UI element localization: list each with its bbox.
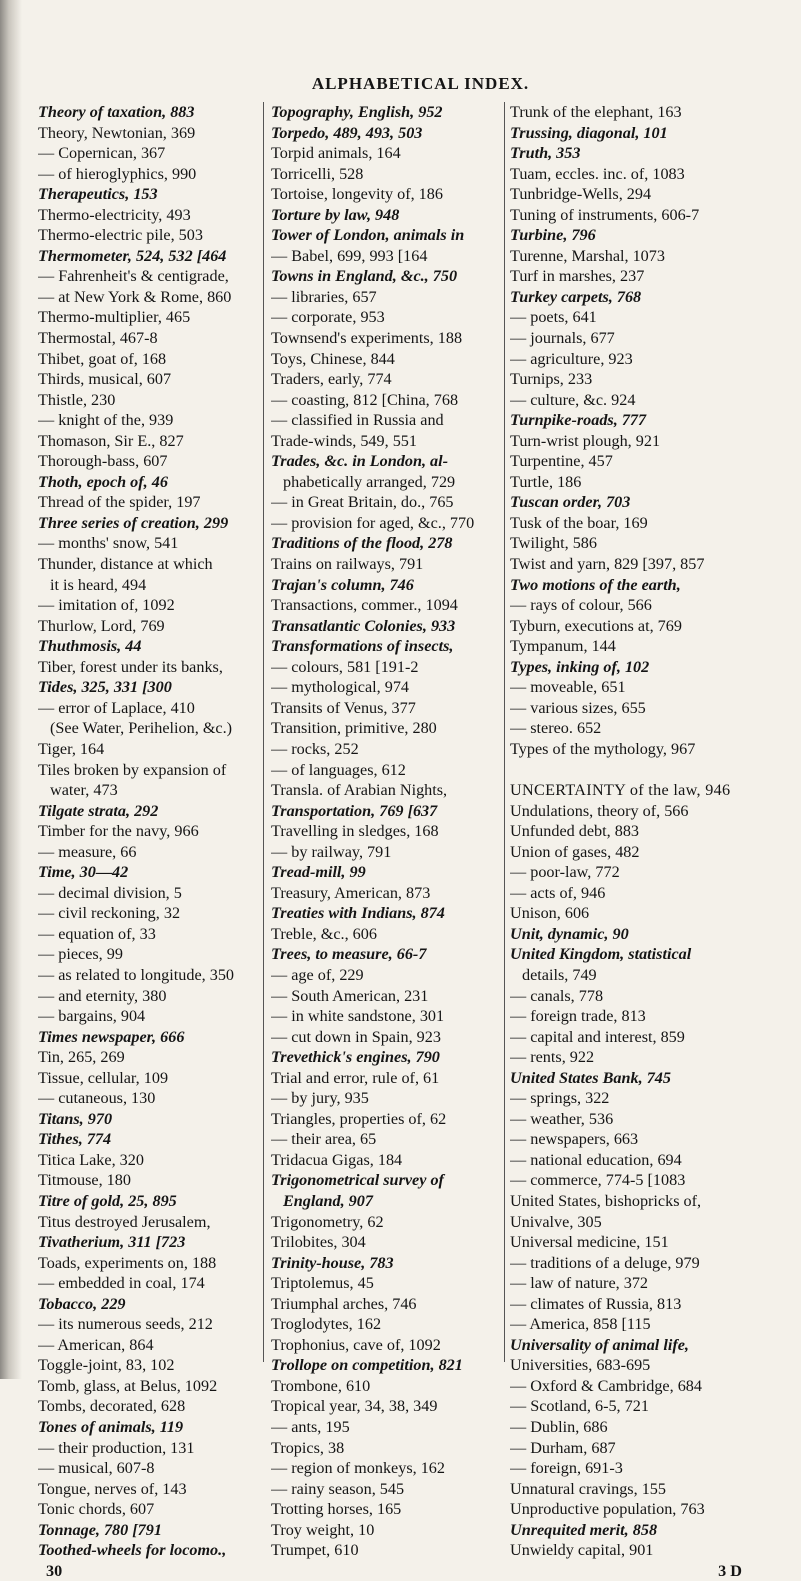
index-entry: Thirds, musical, 607: [38, 370, 172, 389]
index-entry: — Fahrenheit's & centigrade,: [38, 267, 229, 286]
index-entry: — pieces, 99: [38, 945, 123, 964]
index-entry: Universities, 683-695: [510, 1356, 651, 1375]
index-entry: Thermo-electricity, 493: [38, 205, 191, 224]
index-entry: United Kingdom, statistical: [510, 945, 692, 964]
index-entry: Titus destroyed Jerusalem,: [38, 1212, 211, 1231]
index-entry: Thorough-bass, 607: [38, 452, 168, 471]
index-entry: — musical, 607-8: [38, 1459, 155, 1478]
index-entry: Tusk of the boar, 169: [510, 513, 648, 532]
index-entry: — weather, 536: [510, 1109, 614, 1128]
index-entry: Torpid animals, 164: [271, 144, 401, 163]
index-entry: Titmouse, 180: [38, 1171, 131, 1190]
index-entry: Torture by law, 948: [271, 205, 400, 224]
index-entry: Turnpike-roads, 777: [510, 411, 647, 430]
index-entry: Unproductive population, 763: [510, 1500, 705, 1519]
index-entry: — capital and interest, 859: [510, 1027, 685, 1046]
index-entry: — by railway, 791: [271, 842, 392, 861]
index-entry: Tiger, 164: [38, 739, 105, 758]
index-entry: Trilobites, 304: [271, 1233, 366, 1252]
index-entry: Unit, dynamic, 90: [510, 924, 629, 943]
index-entry: Tuning of instruments, 606-7: [510, 205, 700, 224]
index-entry: Tympanum, 144: [510, 637, 616, 656]
index-entry: — springs, 322: [510, 1089, 610, 1108]
index-entry: — rays of colour, 566: [510, 596, 652, 615]
index-entry: Tower of London, animals in: [271, 226, 465, 245]
index-entry: Time, 30—42: [38, 863, 129, 882]
index-entry: — Oxford & Cambridge, 684: [510, 1376, 702, 1395]
index-entry: — America, 858 [115: [510, 1315, 651, 1334]
index-entry: — in Great Britain, do., 765: [271, 493, 454, 512]
index-entry: Tilgate strata, 292: [38, 801, 159, 820]
index-entry: Toggle-joint, 83, 102: [38, 1356, 175, 1375]
index-entry: Treaties with Indians, 874: [271, 904, 445, 923]
index-entry: — region of monkeys, 162: [271, 1459, 445, 1478]
index-entry: Trajan's column, 746: [271, 575, 414, 594]
index-entry: Two motions of the earth,: [510, 575, 681, 594]
column-rule: [504, 102, 505, 1362]
index-entry: Topography, English, 952: [271, 103, 443, 121]
index-entry: Tortoise, longevity of, 186: [271, 185, 443, 204]
index-entry: — imitation of, 1092: [38, 596, 175, 615]
index-entry: — bargains, 904: [38, 1007, 146, 1026]
index-entry: — corporate, 953: [271, 308, 385, 327]
index-entry: — embedded in coal, 174: [38, 1274, 205, 1293]
index-entry: Thibet, goat of, 168: [38, 349, 167, 368]
index-entry: Union of gases, 482: [510, 842, 640, 861]
index-entry: — Scotland, 6-5, 721: [510, 1397, 649, 1416]
index-entry: Unnatural cravings, 155: [510, 1479, 666, 1498]
index-entry: Tides, 325, 331 [300: [38, 678, 172, 697]
index-entry: Toothed-wheels for locomo.,: [38, 1541, 227, 1560]
index-entry: Trades, &c. in London, al-: [271, 452, 449, 471]
index-entry: Tobacco, 229: [38, 1294, 126, 1313]
index-entry: Timber for the navy, 966: [38, 822, 199, 841]
index-entry: Turf in marshes, 237: [510, 267, 645, 286]
index-entry: Torricelli, 528: [271, 164, 364, 183]
index-entry: United States, bishopricks of,: [510, 1191, 702, 1210]
index-entry: — climates of Russia, 813: [510, 1294, 682, 1313]
index-entry: Types of the mythology, 967: [510, 739, 696, 758]
index-entry: — cutaneous, 130: [38, 1089, 156, 1108]
index-entry: Travelling in sledges, 168: [271, 822, 439, 841]
index-entry: Tropical year, 34, 38, 349: [271, 1397, 438, 1416]
index-entry: — libraries, 657: [271, 287, 377, 306]
index-entry: — of languages, 612: [271, 760, 406, 779]
index-entry: Twist and yarn, 829 [397, 857: [510, 555, 705, 574]
index-entry: Three series of creation, 299: [38, 513, 229, 532]
index-entry: Transits of Venus, 377: [271, 698, 416, 717]
index-entry: — knight of the, 939: [38, 411, 174, 430]
index-entry: Tuam, eccles. inc. of, 1083: [510, 164, 685, 183]
index-entry: Turbine, 796: [510, 226, 596, 245]
index-entry: — foreign, 691-3: [510, 1459, 623, 1478]
index-entry: Titica Lake, 320: [38, 1150, 144, 1169]
index-entry: — their area, 65: [271, 1130, 377, 1149]
index-entry: — as related to longitude, 350: [38, 965, 235, 984]
index-entry: Twilight, 586: [510, 534, 597, 553]
index-entry: United States Bank, 745: [510, 1068, 671, 1087]
index-entry: — age of, 229: [271, 965, 364, 984]
index-entry: UNCERTAINTY of the law, 946: [510, 781, 731, 800]
index-column-2: [271, 102, 503, 1561]
index-entry: — Copernican, 367: [38, 144, 166, 163]
index-entry: — American, 864: [38, 1335, 154, 1354]
index-entry: Trade-winds, 549, 551: [271, 431, 417, 450]
index-entry: Tiles broken by expansion of: [38, 760, 227, 779]
index-entry: Thuthmosis, 44: [38, 637, 142, 656]
index-entry: — South American, 231: [271, 986, 429, 1005]
index-entry: [510, 760, 748, 781]
index-entry: Thread of the spider, 197: [38, 493, 201, 512]
index-entry: Trees, to measure, 66-7: [271, 945, 427, 964]
index-entry: Tongue, nerves of, 143: [38, 1479, 187, 1498]
index-entry: Tombs, decorated, 628: [38, 1397, 186, 1416]
index-entry: Transportation, 769 [637: [271, 801, 438, 820]
index-entry: — stereo. 652: [510, 719, 602, 738]
index-entry: — mythological, 974: [271, 678, 410, 697]
index-entry: Tivatherium, 311 [723: [38, 1233, 186, 1252]
index-entry: — various sizes, 655: [510, 698, 646, 717]
index-entry: Trussing, diagonal, 101: [510, 123, 668, 142]
index-entry: — colours, 581 [191-2: [271, 657, 419, 676]
index-entry: — journals, 677: [510, 329, 615, 348]
column-rule: [263, 102, 264, 1362]
index-entry: — canals, 778: [510, 986, 604, 1005]
index-entry: — acts of, 946: [510, 883, 606, 902]
index-entry: — moveable, 651: [510, 678, 626, 697]
index-entry: Turnips, 233: [510, 370, 593, 389]
index-entry: Thomason, Sir E., 827: [38, 431, 184, 450]
index-entry: phabetically arranged, 729: [283, 472, 456, 491]
index-entry: Trains on railways, 791: [271, 555, 424, 574]
index-entry: — by jury, 935: [271, 1089, 369, 1108]
index-entry: Trial and error, rule of, 61: [271, 1068, 440, 1087]
index-entry: (See Water, Perihelion, &c.): [50, 719, 233, 738]
index-entry: Treble, &c., 606: [271, 924, 377, 943]
index-entry: Thunder, distance at which: [38, 555, 213, 574]
index-entry: Titans, 970: [38, 1109, 113, 1128]
index-entry: Unwieldy capital, 901: [510, 1541, 654, 1560]
index-entry: Turpentine, 457: [510, 452, 613, 471]
index-entry: — rents, 922: [510, 1048, 595, 1067]
index-entry: — poets, 641: [510, 308, 597, 327]
index-entry: Unfunded debt, 883: [510, 822, 640, 841]
index-entry: Turenne, Marshal, 1073: [510, 246, 665, 265]
index-entry: Troy weight, 10: [271, 1520, 375, 1539]
index-entry: Torpedo, 489, 493, 503: [271, 123, 423, 142]
index-entry: — measure, 66: [38, 842, 137, 861]
index-entry: — rainy season, 545: [271, 1479, 405, 1498]
index-entry: — of hieroglyphics, 990: [38, 164, 197, 183]
index-entry: Universality of animal life,: [510, 1335, 689, 1354]
index-entry: Traditions of the flood, 278: [271, 534, 453, 553]
index-entry: — and eternity, 380: [38, 986, 167, 1005]
index-entry: — rocks, 252: [271, 739, 359, 758]
index-entry: Trumpet, 610: [271, 1541, 359, 1560]
index-entry: Truth, 353: [510, 144, 581, 163]
index-entry: Thermometer, 524, 532 [464: [38, 246, 227, 265]
index-entry: Unrequited merit, 858: [510, 1520, 658, 1539]
index-entry: — classified in Russia and: [271, 411, 444, 430]
index-entry: Turtle, 186: [510, 472, 582, 491]
index-entry: Thoth, epoch of, 46: [38, 472, 168, 491]
index-entry: Transactions, commer., 1094: [271, 596, 458, 615]
index-entry: Towns in England, &c., 750: [271, 267, 458, 286]
index-entry: Trevethick's engines, 790: [271, 1048, 440, 1067]
index-entry: — poor-law, 772: [510, 863, 620, 882]
index-entry: Thistle, 230: [38, 390, 116, 409]
index-entry: Tunbridge-Wells, 294: [510, 185, 652, 204]
index-entry: Transla. of Arabian Nights,: [271, 781, 448, 800]
index-column-1: [38, 102, 256, 1581]
index-entry: — foreign trade, 813: [510, 1007, 646, 1026]
index-entry: Univalve, 305: [510, 1212, 602, 1231]
index-entry: Tonic chords, 607: [38, 1500, 155, 1519]
index-entry: water, 473: [50, 781, 118, 800]
index-entry: — at New York & Rome, 860: [38, 287, 232, 306]
index-entry: — decimal division, 5: [38, 883, 182, 902]
index-entry: Tiber, forest under its banks,: [38, 657, 223, 676]
index-entry: Thermo-electric pile, 503: [38, 226, 203, 245]
index-entry: — Babel, 699, 993 [164: [271, 246, 428, 265]
index-entry: Triangles, properties of, 62: [271, 1109, 447, 1128]
index-entry: — coasting, 812 [China, 768: [271, 390, 459, 409]
index-entry: Troglodytes, 162: [271, 1315, 382, 1334]
index-entry: England, 907: [283, 1191, 373, 1210]
index-entry: Triptolemus, 45: [271, 1274, 374, 1293]
index-entry: details, 749: [522, 965, 597, 984]
index-entry: Traders, early, 774: [271, 370, 392, 389]
index-entry: Types, inking of, 102: [510, 657, 650, 676]
index-entry: Trollope on competition, 821: [271, 1356, 463, 1375]
index-entry: Toys, Chinese, 844: [271, 349, 395, 368]
index-column-3: [510, 102, 748, 1581]
index-entry: — ants, 195: [271, 1418, 350, 1436]
index-entry: — error of Laplace, 410: [38, 698, 195, 717]
index-entry: Thurlow, Lord, 769: [38, 616, 165, 635]
index-entry: — its numerous seeds, 212: [38, 1315, 213, 1334]
index-entry: Transatlantic Colonies, 933: [271, 616, 456, 635]
index-entry: Thermo-multiplier, 465: [38, 308, 191, 327]
index-entry: Times newspaper, 666: [38, 1027, 185, 1046]
index-entry: — cut down in Spain, 923: [271, 1027, 441, 1046]
index-entry: Tin, 265, 269: [38, 1048, 125, 1067]
index-entry: Tridacua Gigas, 184: [271, 1150, 403, 1169]
index-entry: Tones of animals, 119: [38, 1418, 184, 1436]
signature-mark: 30: [46, 1561, 63, 1580]
index-entry: Tuscan order, 703: [510, 493, 631, 512]
index-entry: Tonnage, 780 [791: [38, 1520, 162, 1539]
index-entry: Trophonius, cave of, 1092: [271, 1335, 441, 1354]
index-entry: Tropics, 38: [271, 1438, 345, 1457]
index-entry: Transformations of insects,: [271, 637, 454, 656]
index-entry: — law of nature, 372: [510, 1274, 649, 1293]
index-entry: Theory of taxation, 883: [38, 103, 195, 121]
index-entry: Townsend's experiments, 188: [271, 329, 463, 348]
index-entry: — newspapers, 663: [510, 1130, 639, 1149]
index-entry: Undulations, theory of, 566: [510, 801, 689, 820]
index-entry: Trinity-house, 783: [271, 1253, 394, 1272]
binding-shadow: [0, 0, 22, 1379]
index-entry: — equation of, 33: [38, 924, 156, 943]
index-entry: — civil reckoning, 32: [38, 904, 181, 923]
index-entry: Titre of gold, 25, 895: [38, 1191, 177, 1210]
index-entry: Treasury, American, 873: [271, 883, 431, 902]
signature-mark: 3 D: [718, 1561, 742, 1580]
index-entry: Tithes, 774: [38, 1130, 112, 1149]
index-entry: Tread-mill, 99: [271, 863, 366, 882]
index-entry: Trombone, 610: [271, 1376, 371, 1395]
index-entry: Trigonometrical survey of: [271, 1171, 444, 1190]
index-entry: Therapeutics, 153: [38, 185, 158, 204]
index-entry: Tissue, cellular, 109: [38, 1068, 169, 1087]
index-entry: — in white sandstone, 301: [271, 1007, 445, 1026]
index-entry: Universal medicine, 151: [510, 1233, 669, 1252]
index-entry: Tomb, glass, at Belus, 1092: [38, 1376, 218, 1395]
index-entry: Turn-wrist plough, 921: [510, 431, 661, 450]
index-entry: — national education, 694: [510, 1150, 682, 1169]
index-entry: — months' snow, 541: [38, 534, 179, 553]
index-entry: Toads, experiments on, 188: [38, 1253, 217, 1272]
index-entry: Turkey carpets, 768: [510, 287, 642, 306]
index-entry: it is heard, 494: [50, 575, 147, 594]
index-entry: — culture, &c. 924: [510, 390, 636, 409]
index-entry: Triumphal arches, 746: [271, 1294, 417, 1313]
index-entry: — Durham, 687: [510, 1438, 616, 1457]
index-entry: Trigonometry, 62: [271, 1212, 384, 1231]
running-head: ALPHABETICAL INDEX.: [311, 74, 530, 93]
index-entry: Trotting horses, 165: [271, 1500, 402, 1519]
index-entry: — agriculture, 923: [510, 349, 633, 368]
index-entry: — commerce, 774-5 [1083: [510, 1171, 686, 1190]
index-entry: Trunk of the elephant, 163: [510, 103, 682, 121]
index-entry: — provision for aged, &c., 770: [271, 513, 475, 532]
index-entry: Theory, Newtonian, 369: [38, 123, 196, 142]
index-entry: — Dublin, 686: [510, 1418, 608, 1436]
index-entry: Transition, primitive, 280: [271, 719, 437, 738]
index-entry: — their production, 131: [38, 1438, 195, 1457]
index-entry: Thermostal, 467-8: [38, 329, 158, 348]
index-entry: — traditions of a deluge, 979: [510, 1253, 700, 1272]
index-entry: Unison, 606: [510, 904, 590, 923]
index-entry: Tyburn, executions at, 769: [510, 616, 682, 635]
